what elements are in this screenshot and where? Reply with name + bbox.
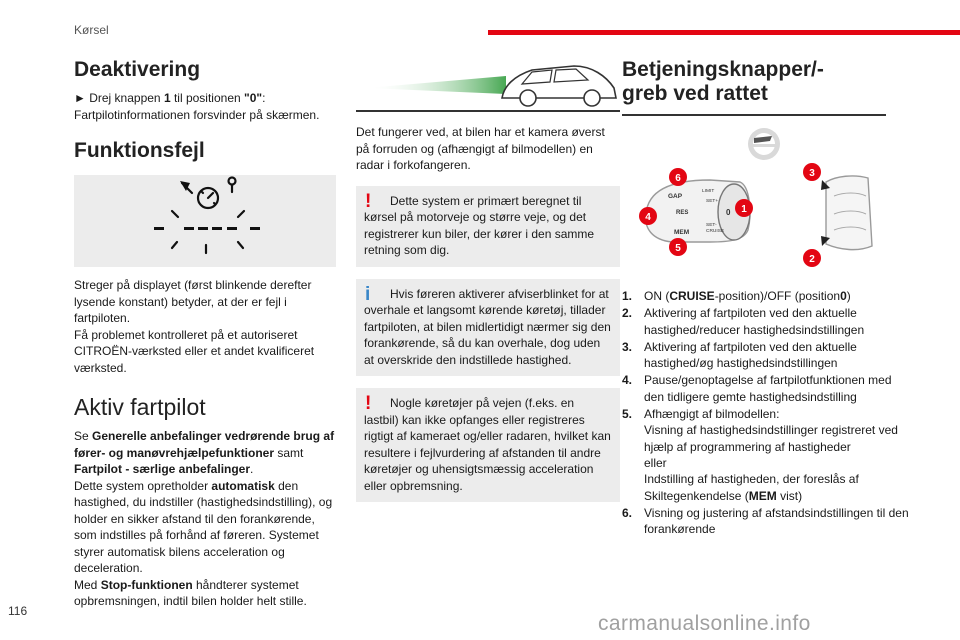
page-number: 116 bbox=[8, 604, 28, 618]
watermark: carmanualsonline.info bbox=[598, 612, 811, 635]
malfunction-title: Funktionsfejl bbox=[74, 139, 205, 162]
cruise-fault-display-icon bbox=[74, 175, 336, 267]
svg-text:6: 6 bbox=[675, 173, 681, 184]
svg-text:5: 5 bbox=[675, 243, 681, 254]
svg-text:SET-: SET- bbox=[706, 223, 717, 228]
info-icon: i bbox=[365, 283, 371, 305]
list-item: 1. ON (CRUISE-position)/OFF (position0) bbox=[622, 289, 851, 303]
malfunction-body-1: Streger på displayet (først blinkende derefter lysende konstant) betyder, at der er fejl i fartpiloten. bbox=[74, 278, 312, 325]
svg-text:0: 0 bbox=[726, 208, 731, 217]
controls-title: Betjeningsknapper/-greb ved rattet bbox=[622, 58, 824, 105]
divider bbox=[622, 114, 886, 116]
column-middle bbox=[356, 50, 620, 502]
svg-text:3: 3 bbox=[809, 168, 815, 179]
svg-text:4: 4 bbox=[645, 212, 651, 223]
list-item: 6. Visning og justering af afstandsindstillingen til den forankørende bbox=[622, 505, 909, 537]
car-radar-illustration bbox=[356, 58, 620, 110]
list-item: 2. Aktivering af fartpiloten ved den aktuelle hastighed/reducer hastighedsindstillingen bbox=[622, 306, 865, 337]
svg-text:RES: RES bbox=[676, 210, 689, 216]
header-accent-bar bbox=[488, 30, 960, 35]
active-cruise-title: Aktiv fartpilot bbox=[74, 394, 206, 420]
deactivation-text: ► Drej knappen 1 til positionen "0": Fartpilotinformationen forsvinder på skærmen. bbox=[74, 91, 320, 122]
cruise-stalk-illustration bbox=[646, 180, 750, 242]
svg-text:LIMIT: LIMIT bbox=[702, 189, 715, 194]
svg-text:2: 2 bbox=[809, 254, 815, 265]
svg-text:GAP: GAP bbox=[668, 193, 683, 200]
svg-text:CRUISE: CRUISE bbox=[706, 229, 725, 234]
svg-text:1: 1 bbox=[741, 204, 747, 215]
malfunction-illustration bbox=[74, 175, 336, 267]
list-item: 4. Pause/genoptagelse af fartpilotfunktionen med den tidligere gemte hastighedsindstilling bbox=[622, 373, 892, 404]
malfunction-body-2: Få problemet kontrolleret på et autoriseret CITROËN-værksted eller et andet kvalificeret værksted. bbox=[74, 327, 315, 375]
divider bbox=[356, 110, 620, 112]
warning-icon: ! bbox=[365, 190, 372, 212]
note-warning-2: ! Nogle køretøjer på vejen (f.eks. en lastbil) kan ikke opfanges eller registreres rigtigt af kameraet og/eller radaren, hvilket kan resultere i fejlvurdering af afstanden til andre køretøjer og uhensigtsmæssig acceleration eller opbremsning. bbox=[356, 388, 620, 502]
svg-text:SET+: SET+ bbox=[706, 199, 719, 204]
controls-list bbox=[622, 288, 912, 537]
column-right bbox=[622, 50, 912, 538]
warning-icon: ! bbox=[365, 393, 372, 414]
steering-controls-diagram bbox=[622, 122, 912, 274]
list-item: 5. Afhængigt af bilmodellen: Visning af hastighedsindstillinger registreret ved hjælp af programmering af hastigheder eller Indstilling af hastigheden, der foreslås af Skiltegenkendelse (MEM vist) bbox=[622, 407, 898, 503]
steering-wheel-icon bbox=[748, 128, 780, 160]
active-cruise-p3: Med Stop-funktionen håndterer systemet opbremsningen, indtil bilen holder helt stille. bbox=[74, 577, 307, 608]
column-left bbox=[74, 50, 336, 610]
section-header: Kørsel bbox=[74, 23, 109, 37]
lever-side-illustration bbox=[821, 176, 872, 250]
list-item: 3. Aktivering af fartpiloten ved den aktuelle hastighed/øg hastighedsindstillingen bbox=[622, 339, 857, 371]
active-cruise-p2: Dette system opretholder automatisk den hastighed, du indstiller (hastighedsindstilling), og holder en sikker afstand til den forankørende, som indstilles på forhånd af føreren. Systemet styrer automatisk bilens acceleration og deceleration. bbox=[74, 478, 333, 575]
note-info: i Hvis føreren aktiverer afviserblinket for at overhale et langsomt kørende køretøj, tillader fartpiloten, at bilen midlertidigt nærmer sig den forankørende, så du kan overhale, dog uden at overskride den indstillede hastighed. bbox=[356, 279, 620, 377]
middle-intro: Det fungerer ved, at bilen har et kamera øverst på forruden og (afhængigt af bilmodellen) en radar i forkofangeren. bbox=[356, 125, 605, 172]
svg-text:MEM: MEM bbox=[674, 229, 690, 236]
active-cruise-p1: Se Generelle anbefalinger vedrørende brug af fører- og manøvrehjælpefunktioner samt Fartpilot - særlige anbefalinger. bbox=[74, 429, 335, 476]
bullet-arrow: ► bbox=[74, 91, 86, 105]
note-warning-1: ! Dette system er primært beregnet til kørsel på motorveje og større veje, og det registrerer kun biler, der kører i den samme retning som dig. bbox=[356, 186, 620, 267]
deactivation-title: Deaktivering bbox=[74, 58, 201, 81]
